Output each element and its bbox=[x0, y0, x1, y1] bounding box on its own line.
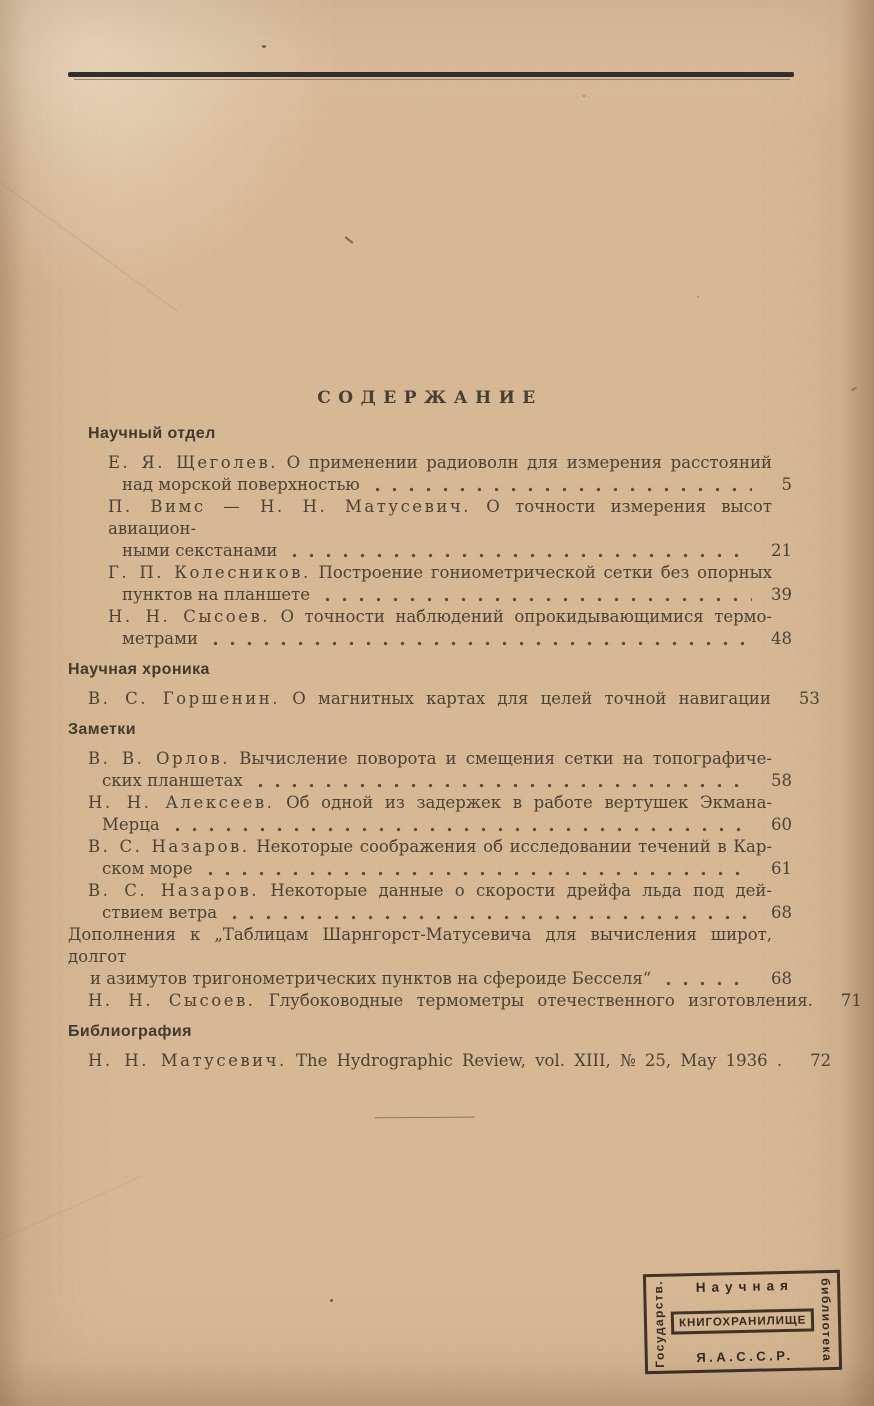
page-number: 53 bbox=[798, 689, 820, 708]
toc-entry-author: Н. Н. Матусевич. bbox=[88, 1051, 287, 1070]
stamp-top-text: Научная bbox=[695, 1277, 795, 1296]
table-of-contents bbox=[68, 388, 862, 1072]
dot-leader bbox=[252, 770, 752, 792]
toc-entry-title: О точности наблюдений опрокидывающимися термо- bbox=[280, 607, 773, 626]
library-stamp bbox=[643, 1270, 842, 1374]
scan-speck bbox=[583, 95, 585, 97]
toc-entry-line bbox=[88, 474, 792, 496]
toc-entry-line bbox=[68, 792, 792, 814]
toc-entry-title-cont: и азимутов тригонометрических пунктов на сфероиде Бесселя“ bbox=[90, 969, 652, 988]
toc-entry-line bbox=[68, 924, 792, 968]
toc-section-nauchnaya-khronika bbox=[68, 661, 820, 710]
toc-entry bbox=[68, 792, 792, 836]
toc-entry-line bbox=[88, 496, 792, 540]
toc-entry bbox=[68, 924, 792, 990]
section-heading: Научная хроника bbox=[68, 661, 210, 678]
toc-entry-title: Построение гониометрической сетки без опорных bbox=[318, 563, 773, 582]
toc-entry-line bbox=[68, 902, 792, 924]
toc-entry-line bbox=[68, 770, 792, 792]
scan-speck bbox=[262, 45, 266, 48]
scan-speck bbox=[330, 1299, 333, 1302]
scan-speck bbox=[851, 387, 857, 392]
toc-entry-line bbox=[88, 606, 792, 628]
page-number: 71 bbox=[840, 991, 862, 1010]
section-divider bbox=[375, 1117, 475, 1119]
section-heading: Библиография bbox=[68, 1023, 192, 1040]
toc-entry-author: В. С. Горшенин. bbox=[88, 689, 280, 708]
toc-entry-line bbox=[88, 628, 792, 650]
toc-entry bbox=[68, 836, 792, 880]
dot-leader bbox=[660, 968, 752, 990]
toc-entry-title: Дополнения к „Таблицам Шарнгорст-Матусевича для вычисления широт, долгот bbox=[68, 925, 772, 966]
toc-entry-title: О точности измерения высот авиацион- bbox=[108, 497, 772, 538]
scan-speck bbox=[697, 296, 699, 298]
toc-entry-author: П. Вимс — Н. Н. Матусевич. bbox=[108, 497, 472, 516]
toc-entry-title-cont: пунктов на планшете bbox=[122, 585, 311, 604]
toc-entry bbox=[88, 496, 792, 562]
toc-entry-author: Н. Н. Алексеев. bbox=[88, 793, 275, 812]
section-heading: Заметки bbox=[68, 721, 136, 738]
toc-entry-title-cont: ском море bbox=[102, 859, 193, 878]
toc-entry-line bbox=[68, 688, 820, 710]
toc-entry bbox=[68, 880, 792, 924]
page-number: 68 bbox=[771, 903, 792, 922]
toc-entry bbox=[88, 452, 792, 496]
page-number: 58 bbox=[771, 771, 792, 790]
toc-entry-author: Н. Н. Сысоев. bbox=[108, 607, 271, 626]
toc-entry-title: О применении радиоволн для измерения расстояний bbox=[286, 453, 773, 472]
toc-entry-title: Некоторые данные о скорости дрейфа льда под дей- bbox=[270, 881, 772, 900]
page-number: 72 bbox=[810, 1051, 832, 1070]
toc-entry-title-cont: Мерца bbox=[102, 815, 160, 834]
toc-entry bbox=[68, 990, 862, 1012]
toc-entry-line bbox=[68, 858, 792, 880]
toc-entry-author: Г. П. Колесников. bbox=[108, 563, 311, 582]
toc-entry-line bbox=[88, 452, 792, 474]
toc-entry-line bbox=[88, 584, 792, 606]
stamp-right-label: библиотека bbox=[818, 1277, 835, 1363]
page-number: 61 bbox=[771, 859, 792, 878]
dot-leader bbox=[369, 474, 752, 496]
toc-entry-title: Об одной из задержек в работе вертушек Экмана- bbox=[286, 793, 772, 812]
header-rule bbox=[68, 72, 794, 77]
dot-leader bbox=[169, 814, 752, 836]
stamp-left-text bbox=[646, 1277, 672, 1372]
toc-entry-title: Глубоководные термометры отечественного изготовления. bbox=[268, 991, 813, 1010]
toc-entry-author: Н. Н. Сысоев. bbox=[88, 991, 256, 1010]
toc-entry-line bbox=[68, 814, 792, 836]
stamp-right-text bbox=[813, 1273, 839, 1368]
dot-leader bbox=[207, 628, 752, 650]
stamp-bottom-text: Я.А.С.С.Р. bbox=[696, 1347, 794, 1366]
page-number: 39 bbox=[771, 585, 792, 604]
toc-entry-title-cont: ными секстанами bbox=[122, 541, 278, 560]
toc-entry-title-cont: метрами bbox=[122, 629, 198, 648]
toc-entry-line bbox=[88, 562, 792, 584]
paper-crease bbox=[0, 1175, 143, 1245]
page-number: 21 bbox=[771, 541, 792, 560]
toc-entry-author: В. В. Орлов. bbox=[88, 749, 231, 768]
page-title: СОДЕРЖАНИЕ bbox=[317, 388, 543, 408]
scan-speck bbox=[344, 236, 353, 244]
toc-entry-line bbox=[88, 540, 792, 562]
toc-entry-title-cont: ских планшетах bbox=[102, 771, 243, 790]
toc-entry-line bbox=[68, 968, 792, 990]
dot-leader bbox=[226, 902, 752, 924]
toc-entry-line bbox=[68, 836, 792, 858]
toc-section-zametki bbox=[68, 721, 862, 1012]
toc-entry-line bbox=[68, 880, 792, 902]
toc-entry bbox=[68, 688, 820, 710]
toc-entry-author: В. С. Назаров. bbox=[88, 881, 259, 900]
toc-section-bibliografiya bbox=[68, 1023, 832, 1072]
toc-entry-author: Е. Я. Щеголев. bbox=[108, 453, 279, 472]
paper-crease bbox=[0, 170, 177, 312]
stamp-left-label: Государств. bbox=[651, 1279, 668, 1368]
toc-entry-title: Некоторые соображения об исследовании течений в Кар- bbox=[256, 837, 773, 856]
toc-entry bbox=[68, 1050, 832, 1072]
toc-section-nauchny-otdel bbox=[68, 425, 792, 650]
page-number: 5 bbox=[781, 475, 792, 494]
page-number: 48 bbox=[771, 629, 792, 648]
dot-leader bbox=[319, 584, 752, 606]
toc-entry-title-cont: над морской поверхностью bbox=[122, 475, 360, 494]
section-heading: Научный отдел bbox=[88, 425, 216, 442]
toc-entry-title: Вычисление поворота и смещения сетки на топографиче- bbox=[239, 749, 772, 768]
page-number: 60 bbox=[771, 815, 792, 834]
toc-entry-author: В. С. Назаров. bbox=[88, 837, 250, 856]
toc-entry bbox=[88, 562, 792, 606]
stamp-inner-box: КНИГОХРАНИЛИЩЕ bbox=[671, 1308, 815, 1334]
dot-leader bbox=[286, 540, 752, 562]
toc-entry bbox=[88, 606, 792, 650]
toc-entry-line bbox=[68, 1050, 832, 1072]
stamp-center bbox=[670, 1273, 816, 1370]
page-number: 68 bbox=[771, 969, 792, 988]
toc-entry-line bbox=[68, 990, 862, 1012]
toc-entry-title: The Hydrographic Review, vol. XIII, № 25, May 1936 . bbox=[296, 1051, 783, 1070]
toc-entry-line bbox=[68, 748, 792, 770]
toc-entry-title-cont: ствием ветра bbox=[102, 903, 218, 922]
dot-leader bbox=[202, 858, 752, 880]
toc-entry-title: О магнитных картах для целей точной навигации bbox=[292, 689, 771, 708]
toc-entry bbox=[68, 748, 792, 792]
